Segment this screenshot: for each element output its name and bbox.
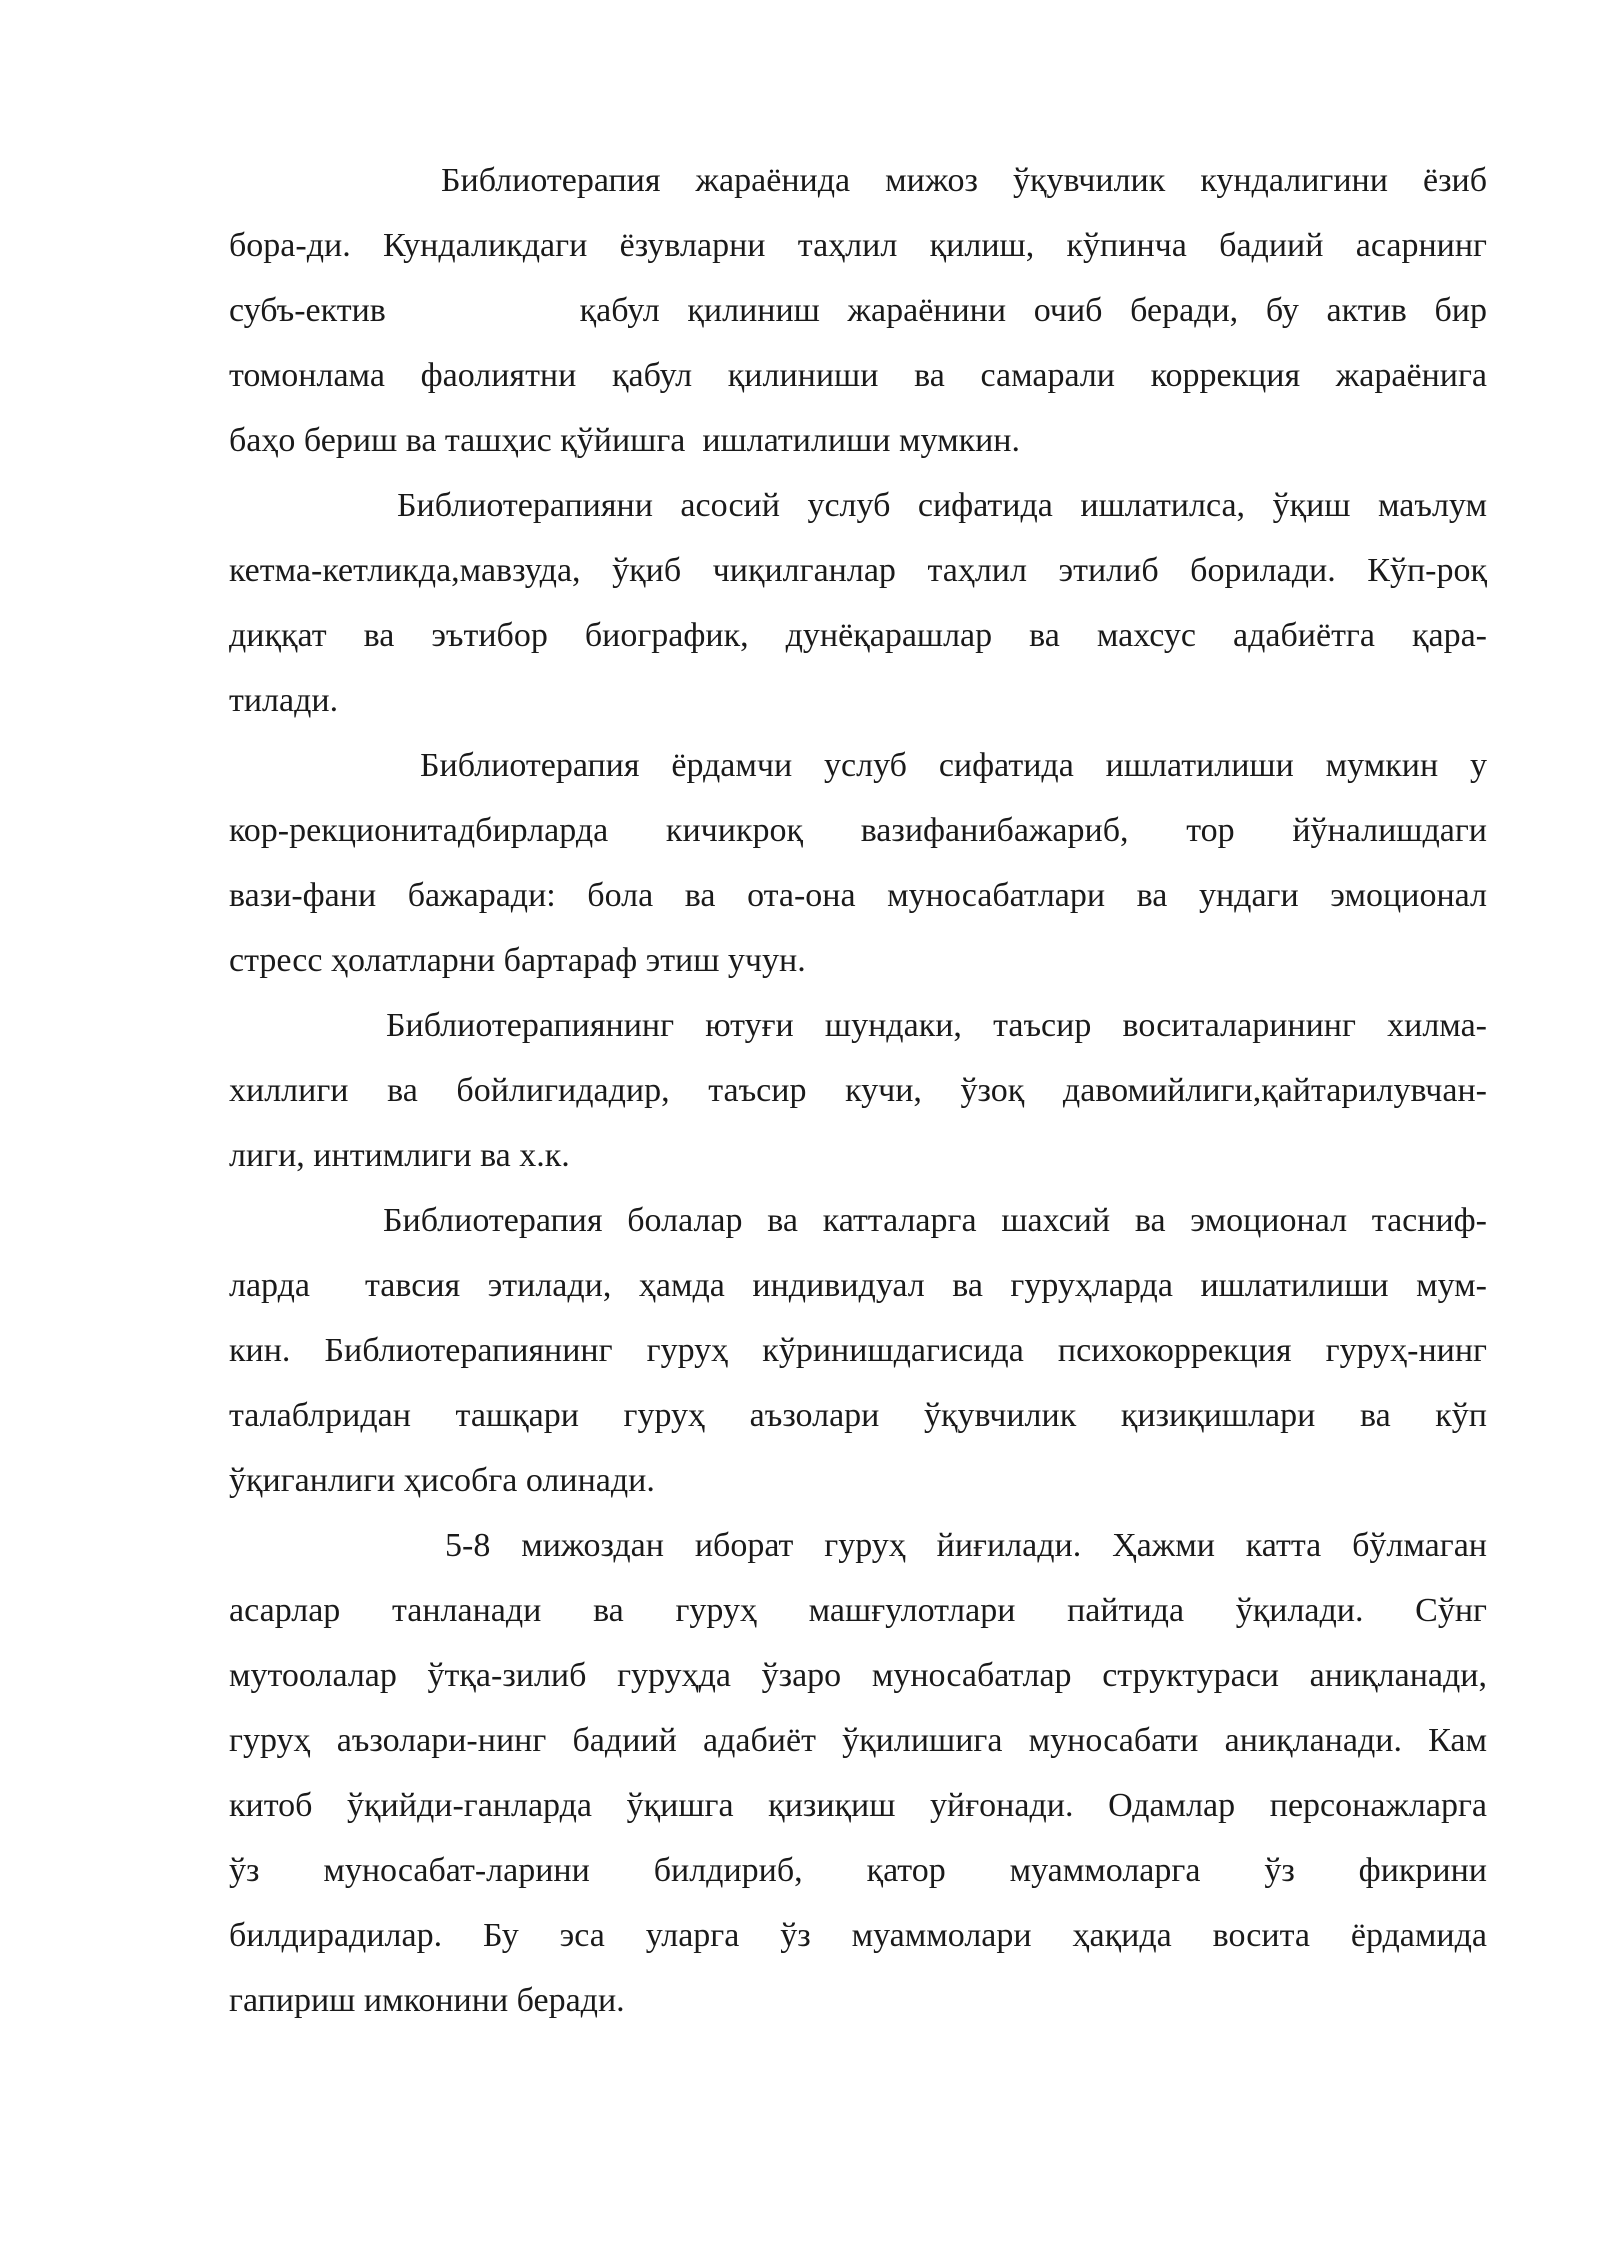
paragraph-line: диққат ва эътибор биографик, дунёқарашлар ва махсус адабиётга қара- [229, 617, 1487, 654]
paragraph-2 [229, 473, 1487, 733]
paragraph-line: томонлама фаолиятни қабул қилиниши ва самарали коррекция жараёнига [229, 357, 1487, 394]
paragraph-line: Библиотерапиянинг ютуғи шундаки, таъсир воситаларининг хилма- [386, 1007, 1487, 1044]
paragraph-line: кин. Библиотерапиянинг гуруҳ кўринишдагисида психокоррекция гуруҳ-нинг [229, 1332, 1487, 1369]
paragraph-3 [229, 733, 1487, 993]
paragraph-line: баҳо бериш ва ташҳис қўйишга ишлатилиши мумкин. [229, 422, 1020, 459]
paragraph-line: лиги, интимлиги ва х.к. [229, 1137, 570, 1174]
paragraph-line: талаблридан ташқари гуруҳ аъзолари ўқувчилик қизиқишлари ва кўп [229, 1397, 1487, 1434]
paragraph-1 [229, 148, 1487, 473]
paragraph-line: 5-8 мижоздан иборат гуруҳ йиғилади. Ҳажми катта бўлмаган [445, 1527, 1487, 1564]
paragraph-line: субъ-ектив қабул қилиниш жараёнини очиб беради, бу актив бир [229, 292, 1487, 329]
paragraph-line: Библиотерапия ёрдамчи услуб сифатида ишлатилиши мумкин у [420, 747, 1487, 784]
paragraph-line: кор-рекционитадбирларда кичикроқ вазифанибажариб, тор йўналишдаги [229, 812, 1487, 849]
paragraph-line: билдирадилар. Бу эса уларга ўз муаммолари ҳақида восита ёрдамида [229, 1917, 1487, 1954]
paragraph-line: асарлар танланади ва гуруҳ машғулотлари пайтида ўқилади. Сўнг [229, 1592, 1487, 1629]
paragraph-line: гуруҳ аъзолари-нинг бадиий адабиёт ўқилишига муносабати аниқланади. Кам [229, 1722, 1487, 1759]
paragraph-line: ларда тавсия этилади, ҳамда индивидуал ва гуруҳларда ишлатилиши мум- [229, 1267, 1487, 1304]
paragraph-4 [229, 993, 1487, 1188]
paragraph-line: вази-фани бажаради: бола ва ота-она муносабатлари ва ундаги эмоционал [229, 877, 1487, 914]
paragraph-line: ўқиганлиги ҳисобга олинади. [229, 1462, 655, 1499]
paragraph-line: Библиотерапия жараёнида мижоз ўқувчилик кундалигини ёзиб [441, 162, 1487, 199]
paragraph-line: кетма-кетликда,мавзуда, ўқиб чиқилганлар таҳлил этилиб борилади. Кўп-роқ [229, 552, 1487, 589]
paragraph-line: Библиотерапияни асосий услуб сифатида ишлатилса, ўқиш маълум [397, 487, 1487, 524]
paragraph-line: стресс ҳолатларни бартараф этиш учун. [229, 942, 806, 979]
paragraph-line: китоб ўқийди-ганларда ўқишга қизиқиш уйғонади. Одамлар персонажларга [229, 1787, 1487, 1824]
paragraph-line: Библиотерапия болалар ва катталарга шахсий ва эмоционал тасниф- [383, 1202, 1487, 1239]
paragraph-6 [229, 1513, 1487, 2033]
paragraph-line: бора-ди. Кундаликдаги ёзувларни таҳлил қилиш, кўпинча бадиий асарнинг [229, 227, 1487, 264]
paragraph-line: мутоолалар ўтқа-зилиб гуруҳда ўзаро муносабатлар структураси аниқланади, [229, 1657, 1487, 1694]
paragraph-line: хиллиги ва бойлигидадир, таъсир кучи, ўзоқ давомийлиги,қайтарилувчан- [229, 1072, 1487, 1109]
document-body [229, 148, 1487, 2033]
paragraph-5 [229, 1188, 1487, 1513]
paragraph-line: ўз муносабат-ларини билдириб, қатор муаммоларга ўз фикрини [229, 1852, 1487, 1889]
paragraph-line: гапириш имконини беради. [229, 1982, 625, 2019]
paragraph-line: тилади. [229, 682, 339, 719]
